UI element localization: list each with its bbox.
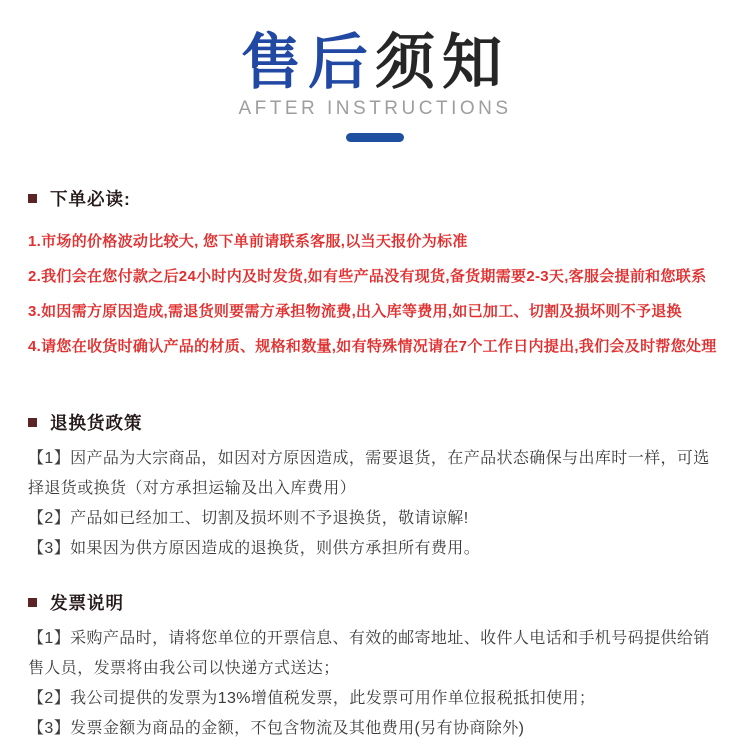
policy-item: 【1】因产品为大宗商品，如因对方原因造成，需要退货，在产品状态确保与出库时一样，可选择退货或换货（对方承担运输及出入库费用） — [28, 450, 710, 497]
section-heading-label: 发票说明 — [50, 593, 124, 613]
order-notes-list — [28, 224, 722, 364]
policy-item: 【2】产品如已经加工、切割及损坏则不予退换货，敬请谅解! — [28, 510, 469, 527]
page-header — [28, 30, 722, 142]
section-heading-label: 退换货政策 — [50, 413, 143, 433]
square-bullet-icon — [28, 194, 37, 203]
page-subtitle: AFTER INSTRUCTIONS — [238, 98, 512, 119]
section-return-policy — [28, 410, 722, 564]
invoice-item: 【1】采购产品时，请将您单位的开票信息、有效的邮寄地址、收件人电话和手机号码提供给销售人员，发票将由我公司以快递方式送达； — [28, 630, 710, 677]
notice-item: 1.市场的价格波动比较大, 您下单前请联系客服,以当天报价为标准 — [28, 233, 468, 250]
return-policy-list — [28, 444, 722, 564]
section-order-notes-heading — [28, 186, 722, 211]
invoice-item: 【2】我公司提供的发票为13%增值税发票，此发票可用作单位报税抵扣使用； — [28, 690, 596, 707]
divider-bar — [346, 133, 404, 142]
policy-item: 【3】如果因为供方原因造成的退换货，则供方承担所有费用。 — [28, 540, 481, 557]
page-title-highlight: 售后 — [241, 29, 375, 96]
page-title — [28, 30, 722, 96]
notice-item: 2.我们会在您付款之后24小时内及时发货,如有些产品没有现货,备货期需要2-3天,客服会提前和您联系 — [28, 268, 707, 285]
section-invoice-info-heading — [28, 590, 722, 615]
square-bullet-icon — [28, 598, 37, 607]
invoice-info-list — [28, 624, 722, 744]
section-order-notes — [28, 186, 722, 364]
invoice-item: 【3】发票金额为商品的金额，不包含物流及其他费用(另有协商除外) — [28, 720, 525, 737]
section-invoice-info — [28, 590, 722, 744]
section-return-policy-heading — [28, 410, 722, 435]
section-heading-label: 下单必读: — [50, 189, 131, 209]
notice-item: 3.如因需方原因造成,需退货则要需方承担物流费,出入库等费用,如已加工、切割及损坏则不予退换 — [28, 303, 682, 320]
page-title-rest: 须知 — [375, 29, 509, 96]
square-bullet-icon — [28, 418, 37, 427]
notice-item: 4.请您在收货时确认产品的材质、规格和数量,如有特殊情况请在7个工作日内提出,我们会及时帮您处理 — [28, 338, 717, 355]
